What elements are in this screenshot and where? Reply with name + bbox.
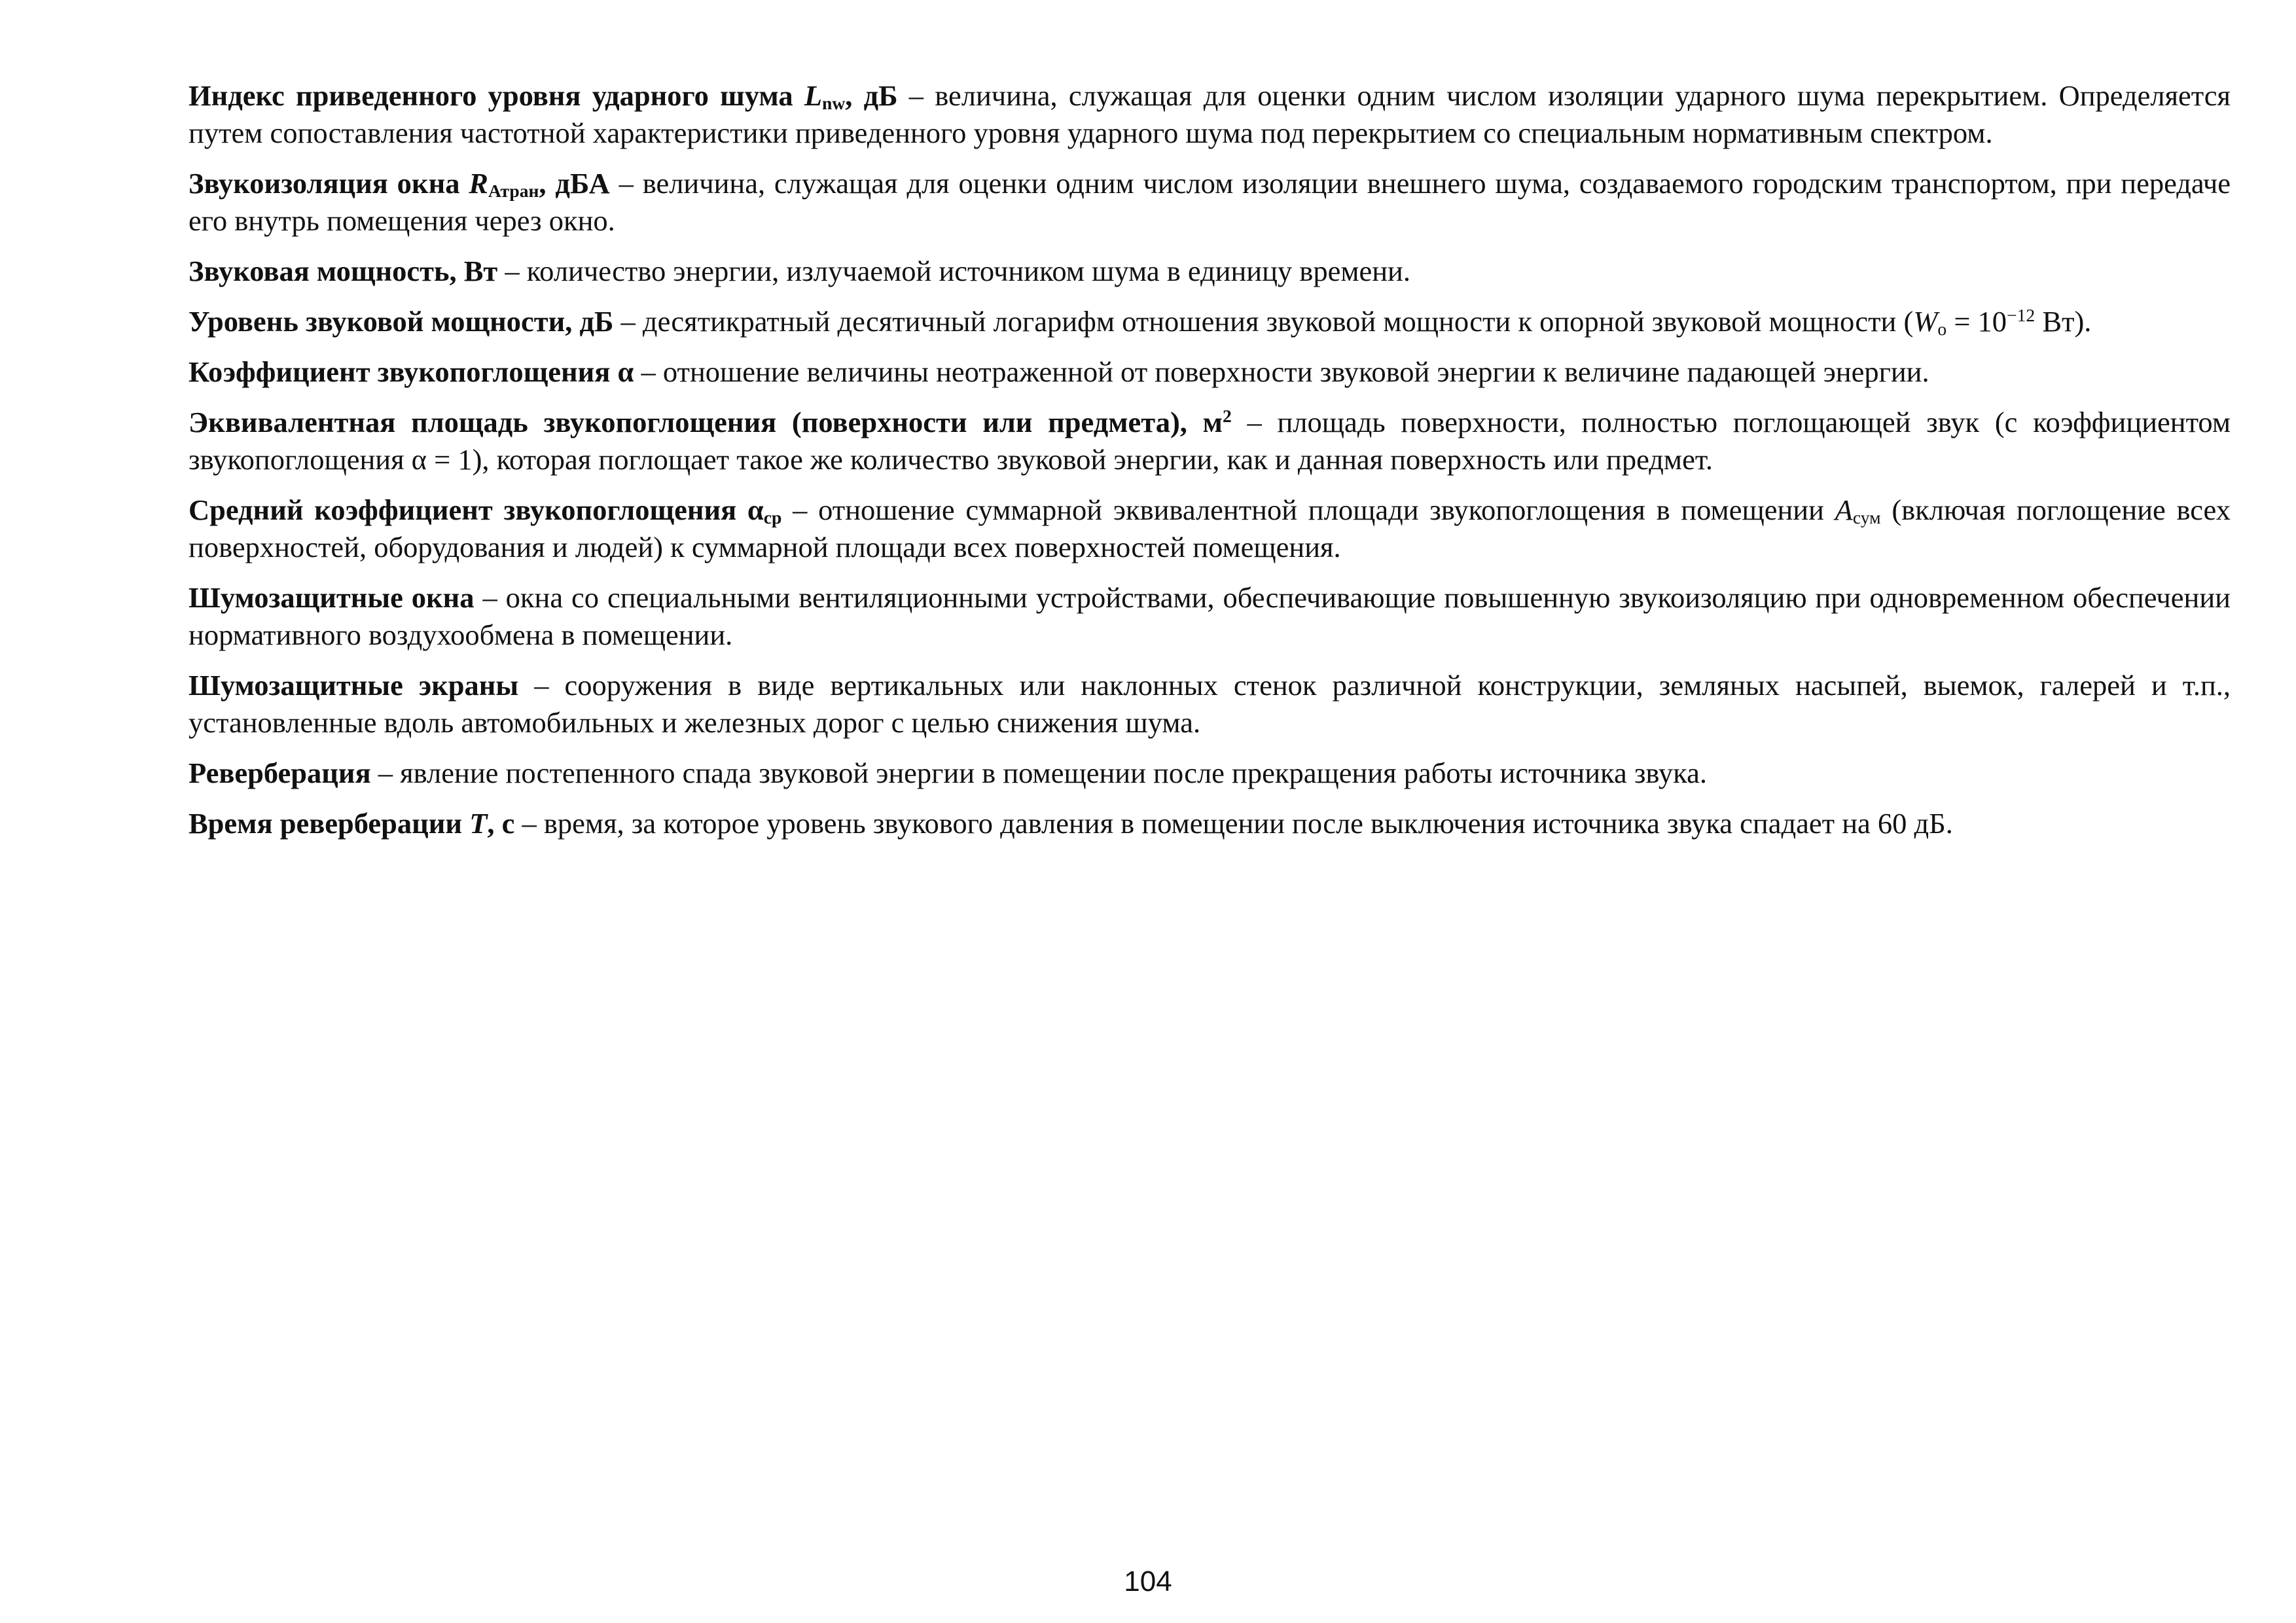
subscript: ср — [763, 507, 782, 528]
term: Уровень звуковой мощности, дБ — [188, 305, 614, 338]
symbol: R — [469, 167, 488, 200]
definition-text: – окна со специальными вентиляционными устройствами, обеспечивающие повышенную звукоизоляцию при одновременном обеспечении нормативного воздухообмена в помещении. — [188, 581, 2231, 651]
symbol: W — [1913, 305, 1938, 338]
term: Эквивалентная площадь звукопоглощения (поверхности или предмета), $м^2$ — [188, 405, 1232, 438]
exponent: −12 — [2007, 304, 2036, 325]
definition-mean-absorption-coefficient: Средний коэффициент звукопоглощения $\alpha_{ср}$ – отношение суммарной эквивалентной площади звукопоглощения в помещении $А_{сум}$ (включая поглощение всех поверхностей, оборудования и людей) к суммарной площади всех поверхностей помещения. — [188, 493, 2231, 563]
subscript: о — [1937, 319, 1947, 340]
definition-text: – сооружения в виде вертикальных или наклонных стенок различной конструкции, земляных насыпей, выемок, галерей и т.п., установленные вдоль автомобильных и железных дорог с целью снижения шума. — [188, 669, 2231, 739]
definition-text: – величина, служащая для оценки одним числом изоляции ударного шума перекрытием. Определяется путем сопоставления частотной характеристики приведенного уровня ударного шума под перекрытием со специальным нормативным спектром. — [188, 79, 2231, 149]
symbol: T — [469, 807, 488, 840]
definition-reverberation-time — [188, 805, 2231, 842]
term: Реверберация — [188, 757, 371, 789]
term: Шумозащитные экраны — [188, 669, 519, 702]
page-number: 104 — [1124, 1565, 1172, 1597]
superscript: 2 — [1222, 405, 1232, 426]
definition-noise-barriers — [188, 667, 2231, 741]
subscript: сум — [1852, 507, 1881, 528]
definition-window-sound-insulation — [188, 165, 2231, 240]
symbol: А — [1835, 493, 1853, 526]
definition-impact-noise-index — [188, 77, 2231, 152]
document-body — [188, 77, 2231, 855]
definition-absorption-coefficient — [188, 353, 2231, 391]
definition-reverberation — [188, 755, 2231, 792]
definition-text: – количество энергии, излучаемой источником шума в единицу времени. — [497, 255, 1410, 287]
definition-text: – величина, служащая для оценки одним числом изоляции внешнего шума, создаваемого городским транспортом, при передаче его внутрь помещения через окно. — [188, 167, 2231, 237]
definition-text: – десятикратный десятичный логарифм отношения звуковой мощности к опорной звуковой мощности ( — [613, 305, 1914, 338]
term: Звуковая мощность, Вт — [188, 255, 498, 287]
definition-text: – площадь поверхности, полностью поглощающей звук (с коэффициентом звукопоглощения α = 1), которая поглощает такое же количество звуковой энергии, как и данная поверхность или предмет. — [188, 406, 2231, 476]
term: Время реверберации T, с — [188, 807, 515, 840]
symbol: L — [804, 79, 823, 112]
term: Шумозащитные окна — [188, 581, 475, 614]
term: Звукоизоляция окна $R_{Атран}$, дБА — [188, 167, 610, 202]
subscript: nw — [822, 93, 846, 114]
definition-text: – отношение величины неотраженной от поверхности звуковой энергии к величине падающей энергии. — [634, 355, 1929, 388]
definition-noise-protective-windows — [188, 579, 2231, 654]
definition-sound-power-level: Уровень звуковой мощности, дБ – десятикратный десятичный логарифм отношения звуковой мощности к опорной звуковой мощности ($W_о = 10^{-12}$ Вт). — [188, 304, 2092, 340]
term: Индекс приведенного уровня ударного шума $L_{nw}$, дБ — [188, 79, 898, 114]
term: Коэффициент звукопоглощения α — [188, 355, 634, 388]
definition-equivalent-absorption-area — [188, 404, 2231, 478]
definition-text: – явление постепенного спада звуковой энергии в помещении после прекращения работы источника звука. — [370, 757, 1707, 789]
definition-text: – отношение суммарной эквивалентной площади звукопоглощения в помещении — [781, 493, 1835, 526]
definition-sound-power — [188, 253, 2231, 290]
subscript: Атран — [488, 181, 539, 202]
definition-text: – время, за которое уровень звукового давления в помещении после выключения источника звука спадает на 60 дБ. — [514, 807, 1953, 840]
term: Средний коэффициент звукопоглощения $\alpha_{ср}$ — [188, 493, 782, 528]
